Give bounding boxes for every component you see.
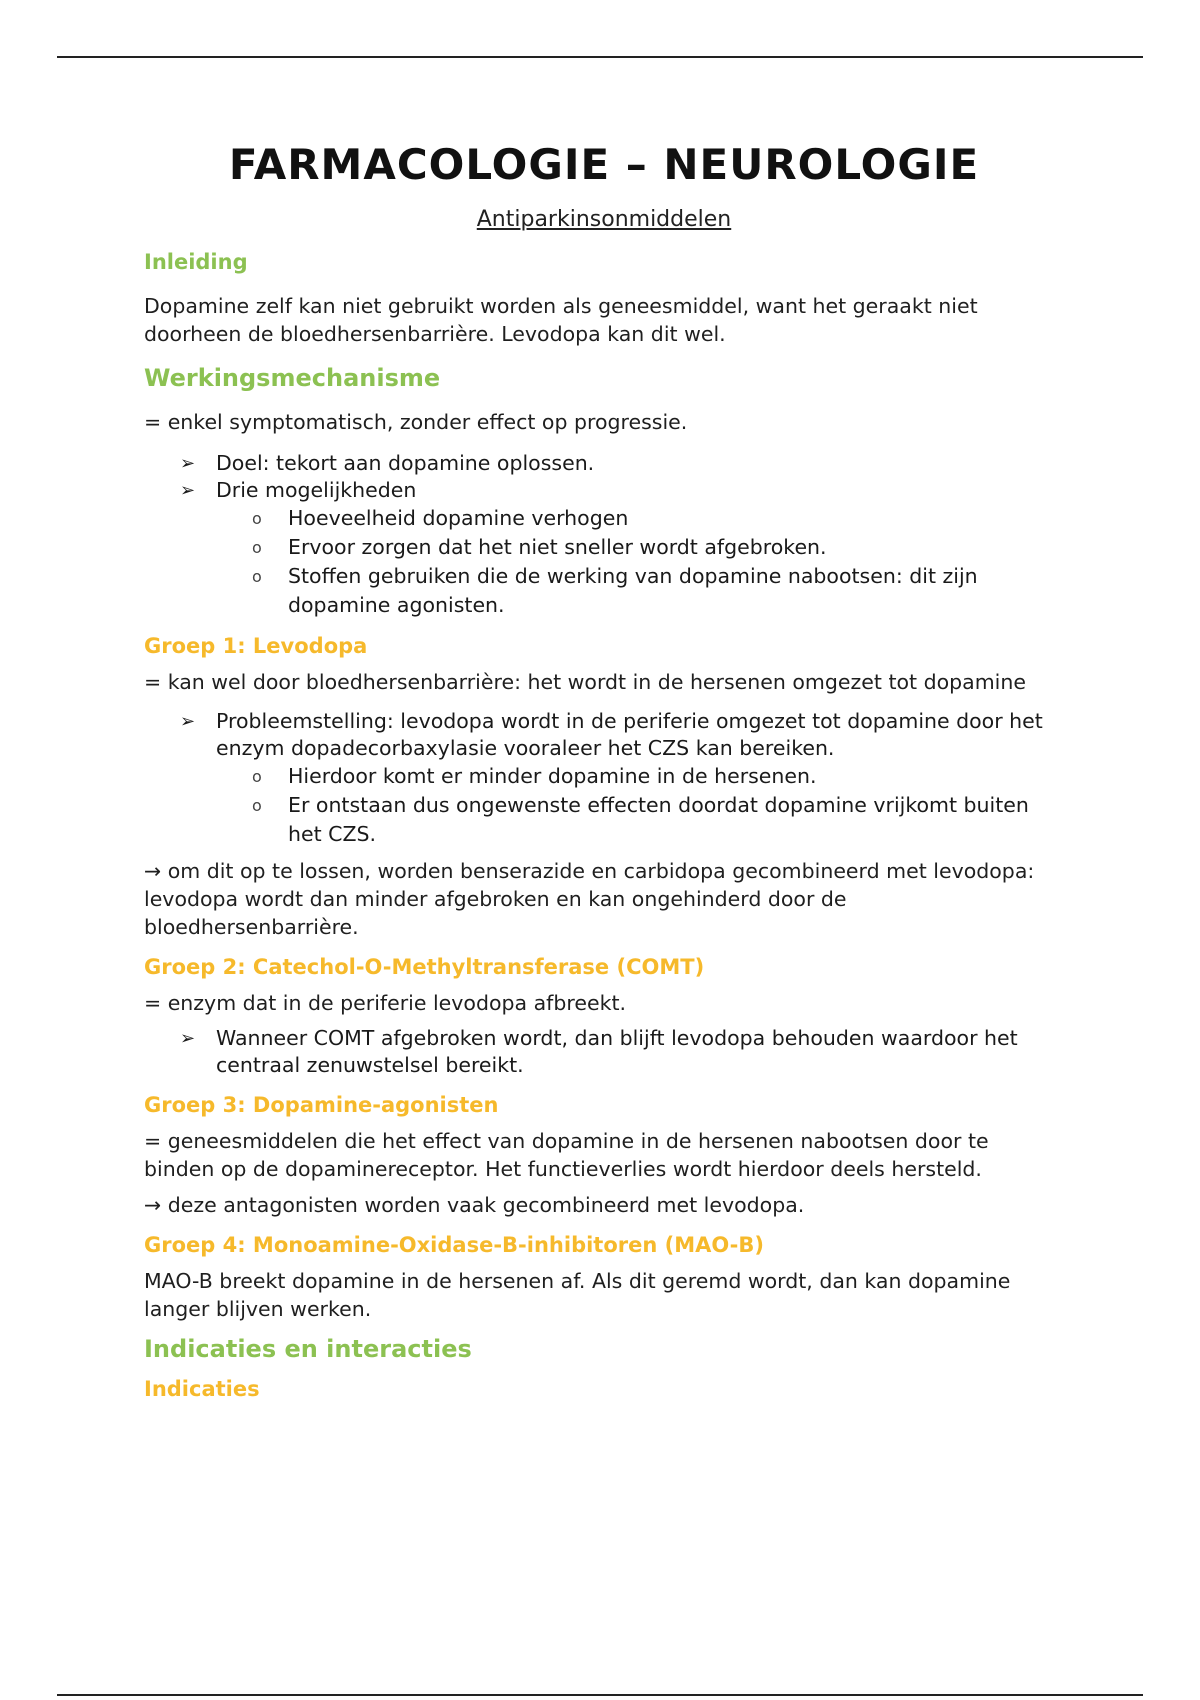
heading-groep-4: Groep 4: Monoamine-Oxidase-B-inhibitoren (MAO-B): [144, 1233, 764, 1257]
list-item: o Hoeveelheid dopamine verhogen: [144, 504, 1064, 533]
document-body: [144, 140, 1064, 1401]
list-item: ➢ Probleemstelling: levodopa wordt in de periferie omgezet tot dopamine door het enzym dopadecorbaxylasie vooraleer het CZS kan bereiken.: [180, 709, 1043, 760]
page-subtitle: Antiparkinsonmiddelen: [476, 207, 732, 232]
groep1-subbullets: [144, 762, 1064, 849]
groep1-bullets: [144, 708, 1064, 762]
circle-bullet-icon: o: [252, 796, 262, 815]
arrow-bullet-icon: ➢: [180, 1028, 196, 1049]
groep3-note: → deze antagonisten worden vaak gecombineerd met levodopa.: [144, 1193, 805, 1217]
list-item: o Stoffen gebruiken die de werking van dopamine nabootsen: dit zijn dopamine agonisten.: [252, 564, 978, 617]
heading-groep-2: Groep 2: Catechol-O-Methyltransferase (COMT): [144, 955, 705, 979]
list-item: ➢ Wanneer COMT afgebroken wordt, dan blijft levodopa behouden waardoor het centraal zenuwstelsel bereikt.: [180, 1026, 1018, 1077]
groep4-text: MAO-B breekt dopamine in de hersenen af. Als dit geremd wordt, dan kan dopamine langer blijven werken.: [144, 1269, 1011, 1321]
list-item: o Er ontstaan dus ongewenste effecten doordat dopamine vrijkomt buiten het CZS.: [252, 793, 1029, 846]
heading-indicaties-interacties: Indicaties en interacties: [144, 1335, 472, 1363]
page-title: FARMACOLOGIE – NEUROLOGIE: [228, 140, 980, 189]
heading-werkingsmechanisme: Werkingsmechanisme: [144, 364, 441, 392]
groep1-solution: → om dit op te lossen, worden benserazide en carbidopa gecombineerd met levodopa: levodopa wordt dan minder afgebroken en kan ongehinderd door de bloedhersenbarrière.: [144, 859, 1035, 939]
groep2-bullets: [144, 1025, 1064, 1079]
circle-bullet-icon: o: [252, 509, 262, 528]
list-item: ➢ Doel: tekort aan dopamine oplossen.: [180, 451, 595, 475]
arrow-bullet-icon: ➢: [180, 453, 196, 474]
footer-rule: [57, 1694, 1143, 1696]
arrow-bullet-icon: ➢: [180, 480, 196, 501]
heading-inleiding: Inleiding: [144, 250, 248, 274]
groep2-intro: = enzym dat in de periferie levodopa afbreekt.: [144, 991, 627, 1015]
arrow-bullet-icon: ➢: [180, 711, 196, 732]
header-rule: [57, 56, 1143, 58]
heading-indicaties: Indicaties: [144, 1377, 260, 1401]
list-item: o Hierdoor komt er minder dopamine in de hersenen.: [144, 762, 1064, 791]
heading-groep-1: Groep 1: Levodopa: [144, 634, 368, 658]
circle-bullet-icon: o: [252, 567, 262, 586]
list-item: o Ervoor zorgen dat het niet sneller wordt afgebroken.: [144, 533, 1064, 562]
heading-groep-3: Groep 3: Dopamine-agonisten: [144, 1093, 499, 1117]
circle-bullet-icon: o: [252, 538, 262, 557]
groep3-intro: = geneesmiddelen die het effect van dopamine in de hersenen nabootsen door te binden op de dopaminereceptor. Het functieverlies wordt hierdoor deels hersteld.: [144, 1129, 989, 1181]
inleiding-text: Dopamine zelf kan niet gebruikt worden als geneesmiddel, want het geraakt niet doorheen de bloedhersenbarrière. Levodopa kan dit wel.: [144, 294, 978, 346]
werking-intro: = enkel symptomatisch, zonder effect op progressie.: [144, 410, 688, 434]
groep1-intro: = kan wel door bloedhersenbarrière: het wordt in de hersenen omgezet tot dopamine: [144, 670, 1026, 694]
list-item: ➢ Drie mogelijkheden: [180, 478, 417, 502]
werking-subbullets: [144, 504, 1064, 620]
werking-bullets: [144, 450, 1064, 504]
circle-bullet-icon: o: [252, 767, 262, 786]
